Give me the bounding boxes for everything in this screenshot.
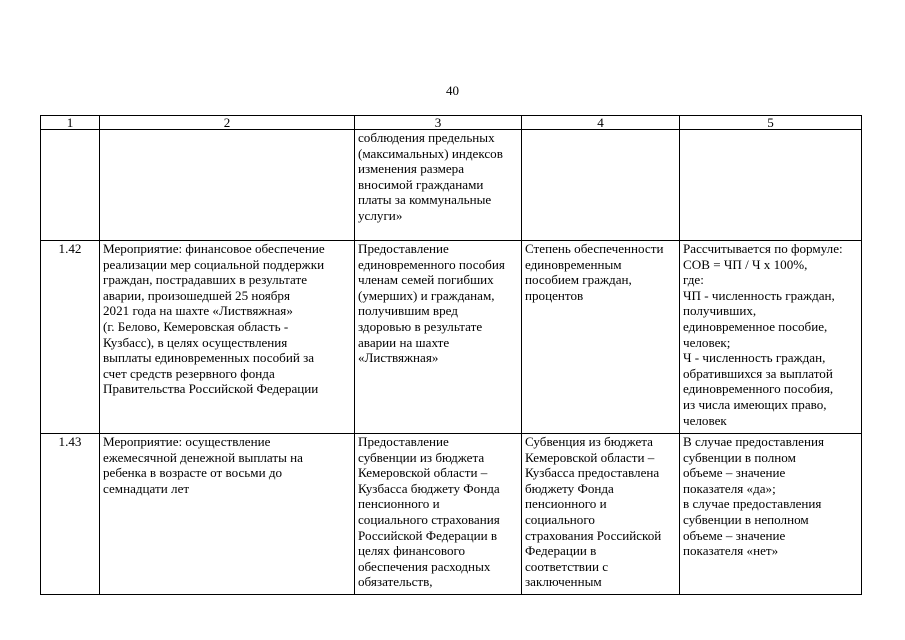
text-line: человек; [683,334,731,350]
text-line: заключенным [525,574,602,590]
cell-method [680,241,862,434]
cell-measure [100,241,355,434]
text-line: субвенции из бюджета [358,449,485,465]
text-line: социального [525,511,595,527]
text-line: аварии на шахте [358,334,450,350]
cell-result [355,434,522,595]
text-line: ребенка в возрасте от восьми до [103,465,283,481]
text-line: ЧП - численность граждан, [683,287,835,303]
cell-indicator [522,434,680,595]
table-row [41,241,862,434]
text-line: услуги» [358,207,403,223]
text-line: Кузбасс), в целях осуществления [103,334,288,350]
text-line: Федерации в [525,543,597,559]
header-col-4: 4 [522,116,680,130]
text-line: Ч - численность граждан, [683,350,826,366]
text-line: соблюдения предельных [358,130,495,145]
text-line: аварии, произошедшей 25 ноября [103,287,290,303]
text-line: единовременным [525,256,622,272]
text-line: Российской Федерации в [358,527,498,543]
cell-result [355,130,522,241]
text-line: субвенции в полном [683,449,796,465]
text-line: из числа имеющих право, [683,396,827,412]
text-line: получившим вред [358,303,458,319]
cell-indicator [522,241,680,434]
text-line: показателя «да»; [683,480,776,496]
text-line: Кузбасса бюджету Фонда [358,480,500,496]
text-line: платы за коммунальные [358,192,492,208]
text-line: граждан, пострадавших в результате [103,272,308,288]
header-col-5: 5 [680,116,862,130]
text-line: человек [683,412,727,428]
text-line: субвенции в неполном [683,511,809,527]
text-line: Предоставление [358,434,449,449]
text-line: пенсионного и [358,496,440,512]
text-line: Правительства Российской Федерации [103,381,319,397]
text-line: получивших, [683,303,757,319]
text-line: обратившихся за выплатой [683,365,833,381]
cell-num: 1.42 [41,241,100,434]
text-line: единовременное пособие, [683,318,828,334]
text-line: единовременного пособия, [683,381,834,397]
text-line: (умерших) и гражданам, [358,287,495,303]
text-line: (г. Белово, Кемеровская область - [103,318,289,334]
text-line: пенсионного и [525,496,607,512]
cell-result [355,241,522,434]
text-line: Мероприятие: финансовое обеспечение [103,241,325,256]
text-line: членам семей погибших [358,272,494,288]
text-line: показателя «нет» [683,543,779,559]
header-row [41,116,862,130]
page-number: 40 [446,83,459,98]
cell-num [41,130,100,241]
text-line: единовременного пособия [358,256,505,272]
text-line: семнадцати лет [103,480,190,496]
text-line: страхования Российской [525,527,662,543]
text-line: соответствии с [525,558,609,574]
text-line: (максимальных) индексов [358,145,503,161]
text-line: где: [683,272,704,288]
text-line: объеме – значение [683,465,786,481]
indicators-table [40,115,862,595]
table-row [41,434,862,595]
text-line: социального страхования [358,511,500,527]
text-line: ежемесячной денежной выплаты на [103,449,303,465]
text-line: Кемеровской области – [358,465,488,481]
text-line: бюджету Фонда [525,480,614,496]
text-line: Субвенция из бюджета [525,434,653,449]
text-line: Мероприятие: осуществление [103,434,271,449]
text-line: здоровью в результате [358,318,483,334]
text-line: вносимой гражданами [358,176,484,192]
cell-method [680,130,862,241]
text-line: В случае предоставления [683,434,825,449]
text-line: «Листвяжная» [358,350,439,366]
header-col-2: 2 [100,116,355,130]
text-line: пособием граждан, [525,272,632,288]
text-line: 2021 года на шахте «Листвяжная» [103,303,293,319]
text-line: Степень обеспеченности [525,241,664,256]
cell-num: 1.43 [41,434,100,595]
text-line: Предоставление [358,241,449,256]
text-line: в случае предоставления [683,496,822,512]
text-line: Кузбасса предоставлена [525,465,660,481]
text-line: счет средств резервного фонда [103,365,275,381]
cell-measure [100,130,355,241]
text-line: Кемеровской области – [525,449,655,465]
text-line: изменения размера [358,161,465,177]
cell-method [680,434,862,595]
table-row-continuation [41,130,862,241]
text-line: Рассчитывается по формуле: [683,241,843,256]
text-line: обеспечения расходных [358,558,491,574]
cell-indicator [522,130,680,241]
text-line: реализации мер социальной поддержки [103,256,325,272]
text-line: выплаты единовременных пособий за [103,350,315,366]
text-line: процентов [525,287,584,303]
text-line: целях финансового [358,543,466,559]
header-col-1: 1 [41,116,100,130]
text-line: объеме – значение [683,527,786,543]
cell-measure [100,434,355,595]
header-col-3: 3 [355,116,522,130]
text-line: СОВ = ЧП / Ч х 100%, [683,256,808,272]
text-line: обязательств, [358,574,433,590]
